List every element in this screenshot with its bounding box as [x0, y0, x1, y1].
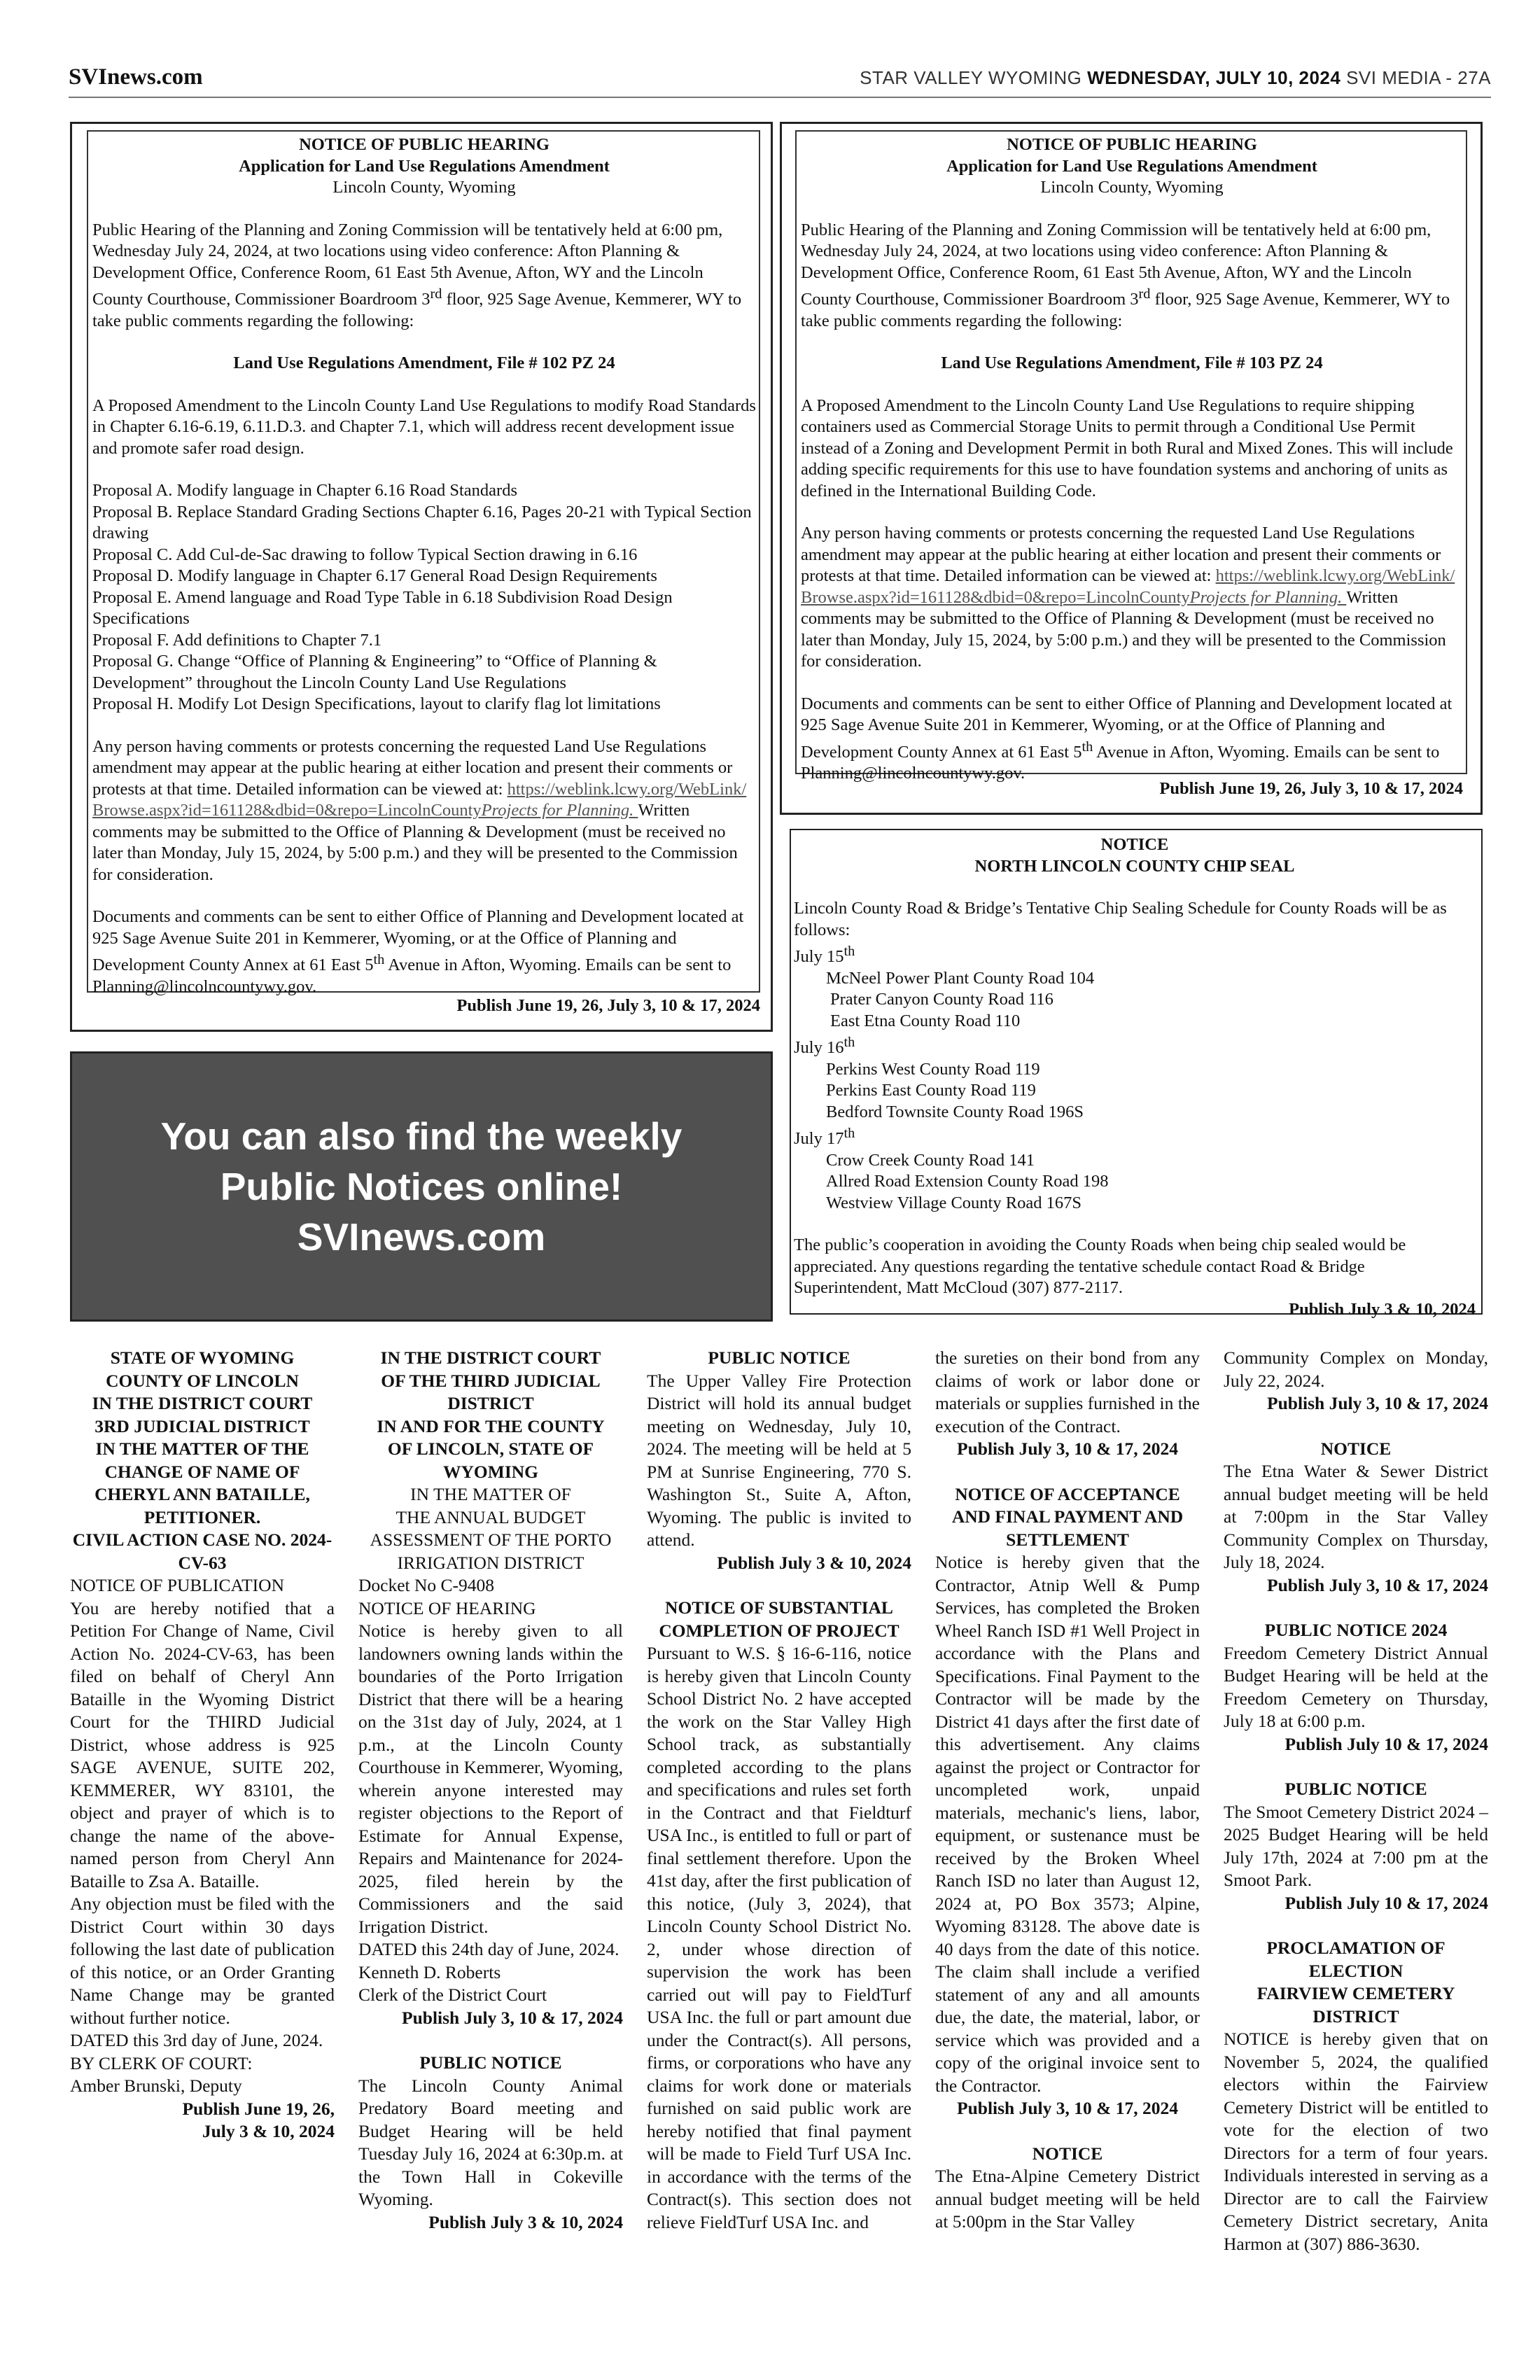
- publish-line: Publish July 3 & 10, 2024: [428, 2211, 623, 2232]
- proposal-item: Proposal G. Change “Office of Planning & Engineering” to “Office of Planning & Development” throughout the Lincoln County Land Use Regulations: [92, 652, 657, 692]
- page-header-info: [860, 67, 1491, 89]
- weblink-link[interactable]: https://weblink.lcwy.org/WebLink/Browse.aspx?id=161128&dbid=0&repo=LincolnCounty: [801, 566, 1455, 607]
- notice-heading: CHANGE OF NAME OF: [104, 1461, 300, 1482]
- notice-heading: AND FINAL PAYMENT AND: [951, 1506, 1184, 1527]
- schedule-day: July 17th: [794, 1126, 855, 1149]
- notice-body: Freedom Cemetery District Annual Budget Hearing will be held at the Freedom Cemetery on Thursday, July 18 at 6:00 p.m.: [1224, 1642, 1488, 1731]
- online-notices-promo: [70, 1051, 773, 1322]
- notice-body: The Smoot Cemetery District 2024 – 2025 Budget Hearing will be held July 17th, 2024 at 7:00 pm at the Smoot Park.: [1224, 1801, 1488, 1890]
- notice-heading: COUNTY OF LINCOLN: [106, 1370, 299, 1391]
- notice-103-documents: Documents and comments can be sent to either Office of Planning and Development located at 925 Sage Avenue Suite 201 in Kemmerer, Wyoming, or at the Office of Planning and Development County Annex at 61 East 5th Avenue in Afton, Wyoming. Emails can be sent to Planning@lincolncountywy.gov.: [801, 694, 1452, 783]
- road-item: Westview Village County Road 167S: [826, 1193, 1082, 1212]
- road-item: Crow Creek County Road 141: [826, 1150, 1035, 1170]
- publish-line: Publish July 3, 10 & 17, 2024: [957, 1438, 1178, 1459]
- notice-body: NOTICE is hereby given that on November 5, 2024, the qualified electors within the Fairview Cemetery District will be entitled to vote for the election of two Directors for a term of four years. Individuals interested in serving as a Director are to call the Fairview Cemetery District secretary, Anita Harmon at (307) 886-3630.: [1224, 2029, 1488, 2254]
- notice-matter: IRRIGATION DISTRICT: [397, 1552, 584, 1573]
- chip-seal-intro: Lincoln County Road & Bridge’s Tentative Chip Sealing Schedule for County Roads will be as follows:: [794, 899, 1447, 939]
- proposal-item: Proposal H. Modify Lot Design Specifications, layout to clarify flag lot limitations: [92, 694, 661, 714]
- notice-102: [87, 130, 760, 996]
- notice-102-publish: Publish June 19, 26, July 3, 10 & 17, 2024: [456, 996, 760, 1015]
- notice-heading: OF THE THIRD JUDICIAL: [381, 1370, 601, 1391]
- notice-103-county: Lincoln County, Wyoming: [1040, 178, 1224, 197]
- notice-heading: IN AND FOR THE COUNTY: [377, 1415, 605, 1436]
- weblink-link[interactable]: https://weblink.lcwy.org/WebLink/Browse.aspx?id=161128&dbid=0&repo=LincolnCounty: [92, 779, 747, 820]
- notice-matter: THE ANNUAL BUDGET: [396, 1506, 586, 1527]
- road-item: Perkins East County Road 119: [826, 1081, 1036, 1100]
- schedule-day: July 15th: [794, 944, 855, 967]
- notice-body: The Lincoln County Animal Predatory Board meeting and Budget Hearing will be held Tuesday July 16, 2024 at 6:30p.m. at the Town Hall in Cokeville Wyoming.: [358, 2075, 623, 2209]
- proposal-item: Proposal D. Modify language in Chapter 6.17 General Road Design Requirements: [92, 566, 657, 586]
- notice-dated: DATED this 24th day of June, 2024.: [358, 1939, 620, 1959]
- notice-102-comments: Any person having comments or protests concerning the requested Land Use Regulations amendment may appear at the public hearing at either location and present their comments or protests at that time. Detailed information can be viewed at: https://weblink.lcwy.org/WebLink/Browse.aspx?id=161128&dbid=0&repo=LincolnCountyProjects for Planning. Written comments may be submitted to the Office of Planning & Development (must be received no later than Monday, July 15, 2024, by 5:00 p.m.) and they will be presented to the Commission for consideration.: [92, 736, 747, 884]
- notice-heading: OF LINCOLN, STATE OF: [387, 1438, 594, 1459]
- chip-seal-publish: Publish July 3 & 10, 2024: [1289, 1299, 1476, 1319]
- notice-label: NOTICE OF PUBLICATION: [70, 1575, 284, 1595]
- notice-heading: FAIRVIEW CEMETERY: [1256, 1983, 1455, 2003]
- road-item: Prater Canyon County Road 116: [830, 990, 1054, 1009]
- notice-heading: 3RD JUDICIAL DISTRICT: [94, 1415, 310, 1436]
- notice-heading: COMPLETION OF PROJECT: [659, 1620, 899, 1641]
- notice-103-publish: Publish June 19, 26, July 3, 10 & 17, 2024: [1159, 779, 1463, 798]
- header-date: WEDNESDAY, JULY 10, 2024: [1087, 67, 1341, 88]
- notice-heading: PUBLIC NOTICE: [1284, 1779, 1427, 1799]
- notice-102-subtitle: Application for Land Use Regulations Amendment: [239, 156, 610, 176]
- notice-heading: IN THE DISTRICT COURT: [92, 1393, 313, 1413]
- notice-heading: NOTICE OF ACCEPTANCE: [955, 1483, 1180, 1504]
- notice-heading: PUBLIC NOTICE 2024: [1264, 1620, 1448, 1640]
- header-location: STAR VALLEY WYOMING: [860, 67, 1082, 88]
- notice-heading: NOTICE: [1032, 2143, 1103, 2164]
- notice-103-title: NOTICE OF PUBLIC HEARING: [1007, 135, 1257, 154]
- notice-body: Notice is hereby given to all landowners owning lands within the boundaries of the Porto Irrigation District that there will be a hearing on the 31st day of July, 2024, at 1 p.m., at the Lincoln County Courthouse in Kemmerer, Wyoming, wherein anyone interested may register objections to the Report of Estimate for Annual Expense, Repairs and Maintenance for 2024-2025, filed herein by the Commissioners and the said Irrigation District.: [358, 1620, 623, 1937]
- notice-heading: IN THE DISTRICT COURT: [380, 1348, 601, 1368]
- column-name-change: [70, 1347, 335, 2143]
- notice-matter: ASSESSMENT OF THE PORTO: [370, 1530, 612, 1550]
- notice-body: Any objection must be filed with the District Court within 30 days following the last date of publication of this notice, or an Order Granting Name Change may be granted without further notice.: [70, 1893, 335, 2028]
- chip-seal-closing: The public’s cooperation in avoiding the County Roads when being chip sealed would be appreciated. Any questions regarding the tentative schedule contact Road & Bridge Superintendent, Matt McCloud (307) 877-2117.: [794, 1236, 1406, 1298]
- publish-line: Publish July 3, 10 & 17, 2024: [402, 2007, 623, 2028]
- proposal-item: Proposal E. Amend language and Road Type Table in 6.18 Subdivision Road Design Specifications: [92, 587, 673, 629]
- notice-103-description: A Proposed Amendment to the Lincoln County Land Use Regulations to require shipping containers used as Commercial Storage Units to permit through a Conditional Use Permit instead of a Zoning and Development Permit in both Rural and Mixed Zones. This will include adding specific requirements for this use to have foundation systems and anchoring of units as defined in the International Building Code.: [801, 396, 1453, 500]
- road-item: Allred Road Extension County Road 198: [826, 1172, 1109, 1191]
- publish-line: Publish June 19, 26,: [182, 2098, 335, 2119]
- notice-docket: Docket No C-9408: [358, 1575, 495, 1595]
- notice-102-county: Lincoln County, Wyoming: [332, 178, 516, 197]
- publish-line: Publish July 3, 10 & 17, 2024: [957, 2098, 1178, 2118]
- notice-heading: NOTICE: [1320, 1438, 1392, 1459]
- notice-heading: SETTLEMENT: [1006, 1529, 1129, 1550]
- notice-heading: PUBLIC NOTICE: [419, 2052, 562, 2073]
- notice-heading: WYOMING: [443, 1461, 538, 1482]
- notice-heading: DISTRICT: [447, 1393, 534, 1413]
- notice-102-file: Land Use Regulations Amendment, File # 102 PZ 24: [233, 354, 615, 373]
- notice-body: The Etna-Alpine Cemetery District annual budget meeting will be held at 5:00pm in the Star Valley: [935, 2166, 1200, 2232]
- notice-deputy: Amber Brunski, Deputy: [70, 2076, 242, 2096]
- promo-text: [161, 1111, 682, 1262]
- notice-body: the sureties on their bond from any claims of work or labor done or materials or supplies furnished in the execution of the Contract.: [935, 1348, 1200, 1436]
- column-porto-irrigation: [358, 1347, 623, 2234]
- notice-heading: ELECTION: [1308, 1960, 1404, 1981]
- notice-clerk: Clerk of the District Court: [358, 1984, 547, 2005]
- column-fire-district: [647, 1347, 911, 2234]
- notice-matter: IN THE MATTER OF: [410, 1484, 571, 1504]
- notice-heading: NOTICE OF SUBSTANTIAL: [665, 1597, 893, 1618]
- notice-102-intro: Public Hearing of the Planning and Zoning Commission will be tentatively held at 6:00 pm, Wednesday July 24, 2024, at two locations using video conference: Afton Planning & Development Office, Conference Room, 61 East 5th Avenue, Afton, WY and the Lincoln County Courthouse, Commissioner Boardroom 3rd floor, 925 Sage Avenue, Kemmerer, WY to take public comments regarding the following:: [92, 220, 742, 330]
- notice-103-file: Land Use Regulations Amendment, File # 103 PZ 24: [941, 354, 1323, 373]
- road-item: McNeel Power Plant County Road 104: [826, 968, 1095, 988]
- proposal-item: Proposal B. Replace Standard Grading Sections Chapter 6.16, Pages 20-21 with Typical Section drawing: [92, 502, 752, 543]
- column-cemetery: [1224, 1347, 1488, 2255]
- publish-line: Publish July 3, 10 & 17, 2024: [1267, 1574, 1488, 1595]
- notice-heading: PETITIONER.: [144, 1506, 261, 1527]
- notice-103-subtitle: Application for Land Use Regulations Amendment: [946, 156, 1317, 176]
- notice-body: Community Complex on Monday, July 22, 2024.: [1224, 1348, 1488, 1391]
- notice-heading: CIVIL ACTION CASE NO. 2024-CV-63: [72, 1530, 332, 1573]
- chip-seal-title: NOTICE: [1100, 835, 1169, 854]
- notice-body: The Etna Water & Sewer District annual budget meeting will be held at 7:00pm in the Star Valley Community Complex on Thursday, July 18, 2024.: [1224, 1461, 1488, 1572]
- site-name: SVInews.com: [69, 64, 203, 90]
- notice-signer: Kenneth D. Roberts: [358, 1961, 501, 1982]
- proposal-item: Proposal C. Add Cul-de-Sac drawing to follow Typical Section drawing in 6.16: [92, 545, 638, 564]
- notice-102-documents: Documents and comments can be sent to either Office of Planning and Development located at 925 Sage Avenue Suite 201 in Kemmerer, Wyoming, or at the Office of Planning and Development County Annex at 61 East 5th Avenue in Afton, Wyoming. Emails can be sent to Planning@lincolncountywy.gov.: [92, 907, 744, 996]
- promo-line: Public Notices online!: [220, 1165, 623, 1208]
- column-acceptance: [935, 1347, 1200, 2234]
- proposal-item: Proposal A. Modify language in Chapter 6.16 Road Standards: [92, 481, 517, 500]
- header-rule: [69, 97, 1491, 98]
- publish-line: Publish July 3, 10 & 17, 2024: [1267, 1393, 1488, 1413]
- promo-line: You can also find the weekly: [160, 1114, 682, 1158]
- road-item: Perkins West County Road 119: [826, 1059, 1040, 1079]
- schedule-day: July 16th: [794, 1035, 855, 1058]
- publish-line: Publish July 10 & 17, 2024: [1284, 1733, 1488, 1754]
- notice-heading: STATE OF WYOMING: [110, 1348, 295, 1368]
- promo-url[interactable]: SVInews.com: [297, 1215, 546, 1259]
- notice-body: Notice is hereby given that the Contractor, Atnip Well & Pump Services, has completed the Broken Wheel Ranch ISD #1 Well Project in accordance with the Plans and Specifications. Final Payment to the Contractor will be made by the District 41 days after the first date of this advertisement. Any claims against the project or Contractor for uncompleted work, unpaid materials, mechanic's liens, labor, equipment, or sustenance must be received by the Broken Wheel Ranch ISD no later than August 12, 2024 at, PO Box 3573; Alpine, Wyoming 83128. The above date is 40 days from the date of this notice. The claim shall include a verified statement of any and all amounts due, the date, the material, labor, or service which was provided and a copy of the original invoice sent to the Contractor.: [935, 1552, 1200, 2096]
- notice-heading: PROCLAMATION OF: [1266, 1938, 1446, 1958]
- notice-102-title: NOTICE OF PUBLIC HEARING: [299, 135, 550, 154]
- publish-line: July 3 & 10, 2024: [202, 2121, 335, 2141]
- notice-103-comments: Any person having comments or protests concerning the requested Land Use Regulations amendment may appear at the public hearing at either location and present their comments or protests at that time. Detailed information can be viewed at: https://weblink.lcwy.org/WebLink/Browse.aspx?id=161128&dbid=0&repo=LincolnCountyProjects for Planning. Written comments may be submitted to the Office of Planning & Development (must be received no later than Monday, July 15, 2024, by 5:00 p.m.) and they will be presented to the Commission for consideration.: [801, 524, 1455, 671]
- chip-seal-notice: [790, 829, 1483, 1319]
- notice-body: The Upper Valley Fire Protection District will hold its annual budget meeting on Wednesday, July 10, 2024. The meeting will be held at 5 PM at Sunrise Engineering, 770 S. Washington St., Suite A, Afton, Wyoming. The public is invited to attend.: [647, 1370, 911, 1550]
- notice-dated: DATED this 3rd day of June, 2024.: [70, 2030, 323, 2050]
- header-page-label: SVI MEDIA - 27A: [1346, 67, 1491, 88]
- publish-line: Publish July 3 & 10, 2024: [717, 1552, 911, 1573]
- notice-body: You are hereby notified that a Petition For Change of Name, Civil Action No. 2024-CV-63, has been filed on behalf of Cheryl Ann Bataille in the Wyoming District Court for the THIRD Judicial District, whose address is 925 SAGE AVENUE, SUITE 202, KEMMERER, WY 83101, the object and prayer of which is to change the name of the above-named person from Cheryl Ann Bataille to Zsa A. Bataille.: [70, 1597, 335, 1891]
- notice-body: Pursuant to W.S. § 16-6-116, notice is hereby given that Lincoln County School District No. 2 have accepted the work on the Star Valley High School track, as substantially completed according to the plans and specifications and rules set forth in the Contract and that Fieldturf USA Inc., is entitled to full or part of final settlement therefore. Upon the 41st day, after the first publication of this notice, (July 3, 2024), that Lincoln County School District No. 2, under whose direction of supervision the work has been carried out will pay to FieldTurf USA Inc. the full or part amount due under the Contract(s). All persons, firms, or corporations who have any claims for work done or materials furnished on said public work are hereby notified that final payment will be made to Field Turf USA Inc. in accordance with the terms of the Contract(s). This section does not relieve FieldTurf USA Inc. and: [647, 1643, 911, 2232]
- road-item: East Etna County Road 110: [830, 1011, 1021, 1030]
- notice-clerk: BY CLERK OF COURT:: [70, 2052, 253, 2073]
- chip-seal-subtitle: NORTH LINCOLN COUNTY CHIP SEAL: [974, 856, 1295, 876]
- notice-heading: PUBLIC NOTICE: [708, 1348, 850, 1368]
- proposal-item: Proposal F. Add definitions to Chapter 7.1: [92, 630, 382, 650]
- notice-label: NOTICE OF HEARING: [358, 1597, 536, 1618]
- notice-heading: CHERYL ANN BATAILLE,: [94, 1484, 310, 1504]
- notice-103-intro: Public Hearing of the Planning and Zoning Commission will be tentatively held at 6:00 pm, Wednesday July 24, 2024, at two locations using video conference: Afton Planning & Development Office, Conference Room, 61 East 5th Avenue, Afton, WY and the Lincoln County Courthouse, Commissioner Boardroom 3rd floor, 925 Sage Avenue, Kemmerer, WY to take public comments regarding the following:: [801, 220, 1450, 330]
- projects-link[interactable]: Projects for Planning.: [481, 801, 638, 820]
- publish-line: Publish July 10 & 17, 2024: [1284, 1892, 1488, 1913]
- road-item: Bedford Townsite County Road 196S: [826, 1102, 1084, 1121]
- notice-102-description: A Proposed Amendment to the Lincoln County Land Use Regulations to modify Road Standards in Chapter 6.16-6.19, 6.11.D.3. and Chapter 7.1, which will address recent development issue and promote safer road design.: [92, 396, 756, 458]
- projects-link[interactable]: Projects for Planning.: [1189, 587, 1347, 607]
- notice-103: [795, 130, 1467, 783]
- notice-heading: DISTRICT: [1312, 2005, 1399, 2026]
- notice-heading: IN THE MATTER OF THE: [95, 1438, 309, 1459]
